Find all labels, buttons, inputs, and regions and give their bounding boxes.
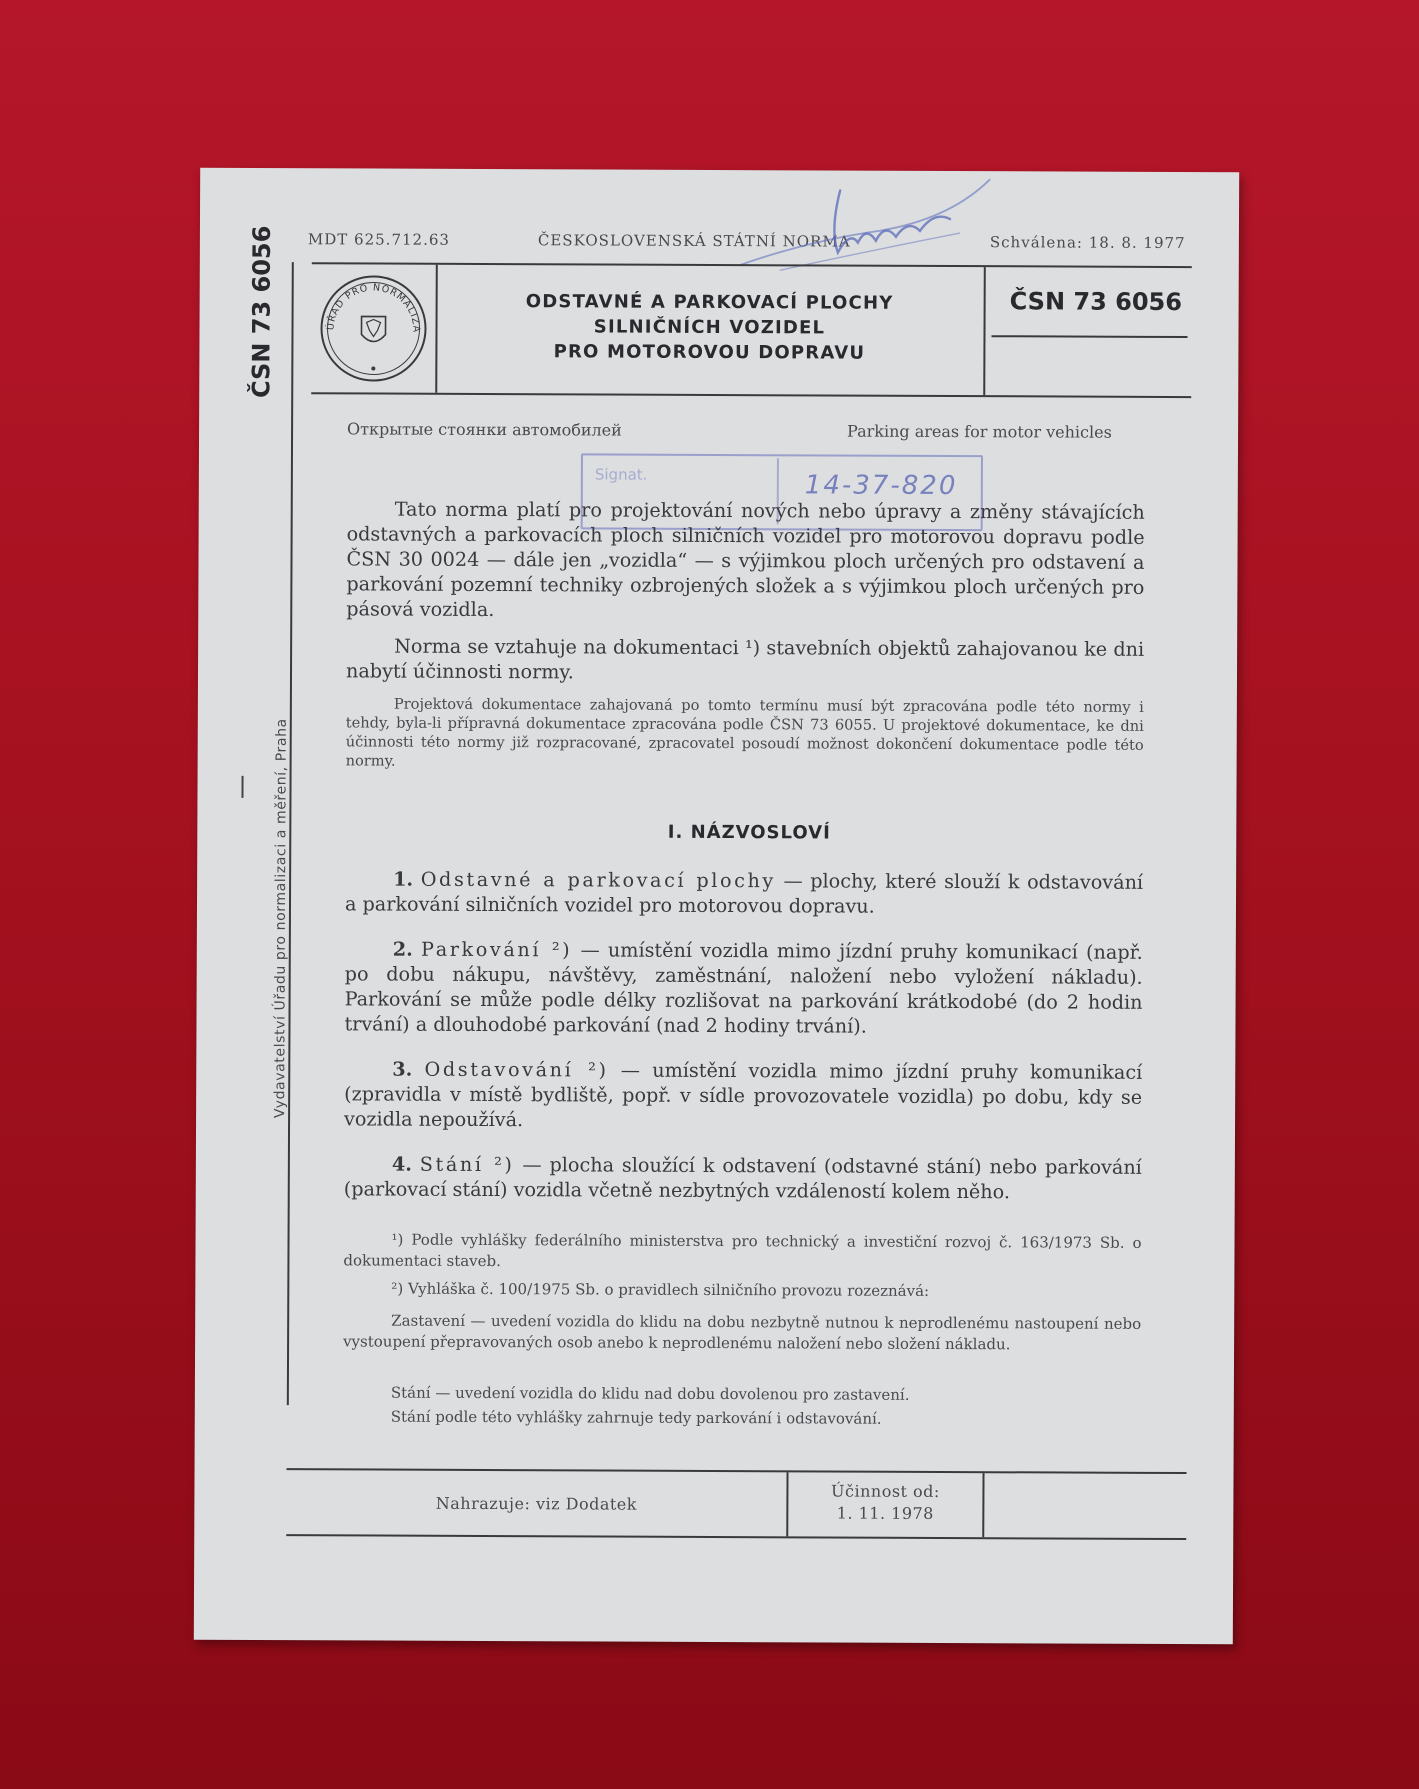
definition-text: — plocha sloužící k odstavení (odstavné stání) nebo parkování (parkovací stání) vozidla včetně nezbytných vzdáleností kolem něho. bbox=[343, 1153, 1142, 1204]
standard-code: ČSN 73 6056 bbox=[1009, 287, 1183, 317]
definition-4 bbox=[344, 1151, 1142, 1204]
definition-text: — umístění vozidla mimo jízdní pruhy komunikací (zpravidla v místě bydliště, popř. v sídle provozovatele vozidla) po dobu, kdy se vozidla nepoužívá. bbox=[344, 1058, 1143, 1132]
intro-paragraph-3: Projektová dokumentace zahajovaná po tomto termínu musí být zpracována podle této normy i tehdy, byla-li přípravná dokumentace zpracována podle ČSN 73 6055. U projektové dokumentace, ke dni účinnosti této normy již rozpracované, zpracovatel posoudí možnost dokončení dokumentace podle této normy. bbox=[345, 695, 1144, 770]
logo-cell bbox=[311, 264, 438, 393]
footnote-stani: Stání — uvedení vozidla do klidu nad dobu dovolenou pro zastavení. bbox=[390, 1383, 910, 1404]
replaces-text: Nahrazuje: viz Dodatek bbox=[435, 1493, 638, 1514]
standard-code-cell bbox=[985, 267, 1192, 396]
definition-number: 1. bbox=[393, 867, 414, 891]
definition-term: Odstavné a parkovací plochy bbox=[420, 867, 776, 893]
footnote-1: ¹) Podle vyhlášky federálního ministerstva pro technický a investiční rozvoj č. 163/1973 Sb. o dokumentaci staveb. bbox=[343, 1230, 1142, 1271]
definition-number: 2. bbox=[392, 937, 413, 961]
intro-paragraph-2: Norma se vztahuje na dokumentaci ¹) stavebních objektů zahajovanou ke dni nabytí účinnosti normy. bbox=[345, 634, 1145, 684]
document-title bbox=[435, 265, 986, 395]
norm-type: ČESKOSLOVENSKÁ STÁTNÍ NORMA bbox=[537, 231, 851, 251]
definition-text: — umístění vozidla mimo jízdní pruhy komunikací (např. po dobu nákupu, návštěvy, zaměstnání, naložení nebo vyložení nákladu). Parkování se může podle délky rozlišovat na parkování krátkodobé (do 2 hodin trvání) a dlouhodobé parkování (nad 2 hodiny trvání). bbox=[344, 938, 1143, 1038]
institute-seal-icon bbox=[311, 264, 436, 393]
header-box bbox=[311, 262, 1192, 398]
effective-label: Účinnost od: bbox=[831, 1481, 940, 1501]
stamp-handwritten-number: 14-37-820 bbox=[804, 470, 958, 502]
title-line-3: PRO MOTOROVOU DOPRAVU bbox=[553, 341, 866, 364]
definition-number: 3. bbox=[392, 1057, 413, 1081]
title-english: Parking areas for motor vehicles bbox=[847, 421, 1112, 442]
document-page bbox=[194, 168, 1239, 1645]
standard-code-divider bbox=[991, 335, 1187, 338]
approval-date: Schválena: 18. 8. 1977 bbox=[989, 233, 1186, 253]
effective-cell bbox=[788, 1472, 984, 1537]
side-publisher: Vydavatelství Úřadu pro normalizaci a měření, Praha bbox=[272, 718, 290, 1119]
definition-term: Stání ²) bbox=[419, 1152, 515, 1177]
title-line-2: SILNIČNÍCH VOZIDEL bbox=[593, 316, 826, 339]
footnote-stani-includes: Stání podle této vyhlášky zahrnuje tedy parkování i odstavování. bbox=[390, 1407, 882, 1428]
definition-1 bbox=[345, 866, 1143, 919]
title-line-1: ODSTAVNÉ A PARKOVACÍ PLOCHY bbox=[525, 291, 894, 314]
side-standard-code: ČSN 73 6056 bbox=[247, 225, 276, 399]
footnote-zastaveni: Zastavení — uvedení vozidla do klidu na dobu nezbytně nutnou k neprodlenému nastoupení nebo vystoupení přepravovaných osob anebo k neprodlenému naložení nebo složení nákladu. bbox=[343, 1311, 1142, 1354]
definition-2 bbox=[344, 936, 1142, 1039]
replaces-cell bbox=[286, 1470, 788, 1536]
side-tick-mark bbox=[241, 776, 243, 798]
effective-date: 1. 11. 1978 bbox=[836, 1503, 934, 1523]
seal-text: ÚŘAD PRO NORMALIZACI bbox=[325, 282, 422, 334]
intro-paragraph-1: Tato norma platí pro projektování nových nebo úpravy a změny stávajících odstavných a parkovacích ploch silničních vozidel pro motorovou dopravu podle ČSN 30 0024 — dále jen „vozidla“ — s výjimkou ploch určených pro odstavení a parkování pozemní techniky ozbrojených složek a s výjimkou ploch určených pro pásová vozidla. bbox=[346, 497, 1145, 622]
footer-box bbox=[286, 1468, 1186, 1540]
stamp-label: Signat. bbox=[594, 465, 648, 484]
title-russian: Открытые стоянки автомобилей bbox=[347, 419, 622, 440]
definition-term: Odstavování ²) bbox=[424, 1057, 609, 1082]
definition-number: 4. bbox=[391, 1152, 412, 1176]
section-heading: I. NÁZVOSLOVÍ bbox=[667, 821, 831, 844]
definition-term: Parkování ²) bbox=[421, 937, 573, 962]
footnote-2: ²) Vyhláška č. 100/1975 Sb. o pravidlech silničního provozu rozeznává: bbox=[391, 1279, 930, 1300]
definition-text: — plochy, které slouží k odstavování a parkování silničních vozidel pro motorovou dopravu. bbox=[344, 869, 1144, 918]
definition-3 bbox=[344, 1056, 1142, 1134]
mdt-code: MDT 625.712.63 bbox=[307, 230, 450, 249]
